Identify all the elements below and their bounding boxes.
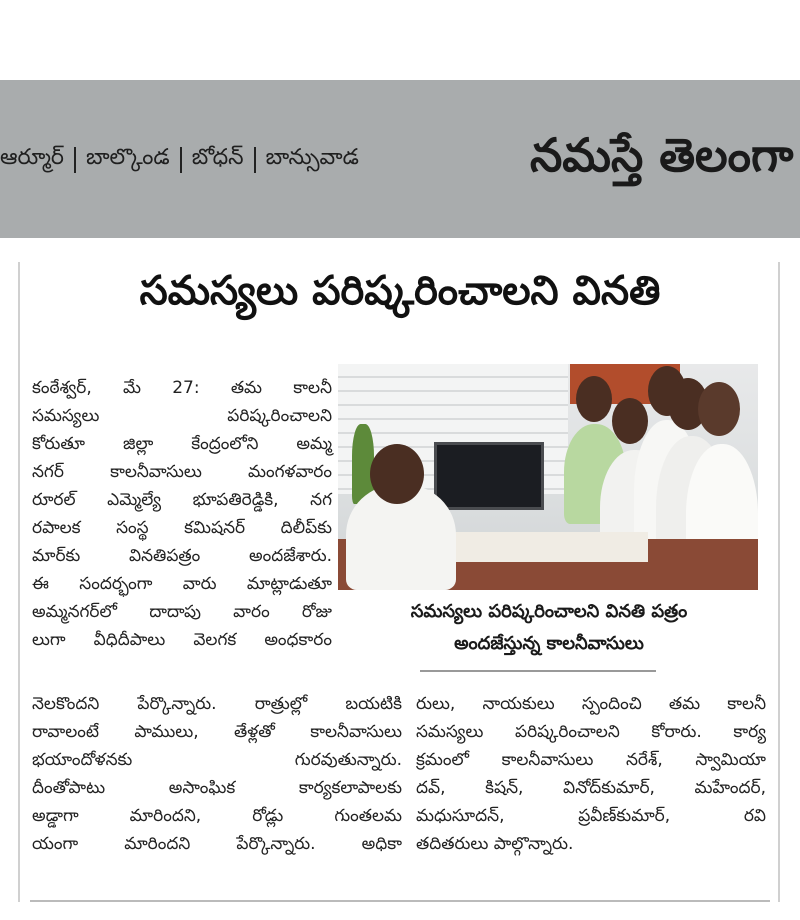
article-line: క్రమంలో కాలనీవాసులు నరేశ్, స్వామియా — [416, 750, 766, 770]
caption-underline — [420, 670, 656, 672]
article-line: కంఠేశ్వర్, మే 27: తమ కాలనీ — [32, 378, 332, 398]
article-line: రపాలక సంస్థ కమిషనర్ దిలీప్‌కు — [32, 518, 332, 538]
article-line: యంగా మారిందని పేర్కొన్నారు. అధికా — [32, 834, 402, 854]
article-line: నగర్ కాలనీవాసులు మంగళవారం — [32, 462, 332, 482]
computer-monitor — [434, 442, 544, 510]
article-photo — [338, 364, 758, 590]
article-line: ఈ సందర్భంగా వారు మాట్లాడుతూ — [32, 574, 332, 594]
article-line: దవ్, కిషన్, వినోద్‌కుమార్, మహేందర్, — [416, 778, 766, 798]
article-line: కోరుతూ జిల్లా కేంద్రంలోని అమ్మ — [32, 434, 332, 454]
place-balkonda: బాల్కొండ — [85, 145, 170, 170]
article-line: రావాలంటే పాములు, తేళ్లతో కాలనీవాసులు — [32, 722, 402, 742]
newspaper-masthead: నమస్తే తెలంగా — [530, 128, 794, 182]
article-line: నెలకొందని పేర్కొన్నారు. రాత్రుల్లో బయటికి — [32, 694, 402, 714]
place-banswada: బాన్సువాడ — [265, 145, 359, 170]
article-line: సమస్యలు పరిష్కరించాలని — [32, 406, 332, 426]
official-head — [370, 444, 424, 504]
article-line: తదితరులు పాల్గొన్నారు. — [416, 834, 574, 854]
person-head — [698, 382, 740, 436]
person-head — [576, 376, 612, 422]
article-line: దీంతోపాటు అసాంఘిక కార్యకలాపాలకు — [32, 778, 402, 798]
article-line: అమ్మనగర్‌లో దాదాపు వారం రోజు — [32, 602, 332, 622]
place-separator — [254, 147, 256, 173]
person-head — [612, 398, 648, 444]
article-line: అడ్డాగా మారిందని, రోడ్లు గుంతలమ — [32, 806, 402, 826]
edition-places — [0, 142, 359, 178]
article-line: రూరల్ ఎమ్మెల్యే భూపతిరెడ్డికి, నగ — [32, 490, 332, 510]
caption-line: సమస్యలు పరిష్కరించాలని వినతి పత్రం — [410, 601, 688, 622]
article-column-left-top — [32, 374, 332, 654]
masthead-banner — [0, 80, 800, 238]
article-column-left-bottom — [32, 690, 402, 858]
column-rule-left — [18, 262, 20, 902]
article-line: మధుసూదన్, ప్రవీణ్‌కుమార్, రవి — [416, 806, 766, 826]
place-separator — [180, 147, 182, 173]
place-armoor: ఆర్మూర్ — [0, 145, 64, 170]
place-separator — [74, 147, 76, 173]
bottom-rule — [30, 900, 770, 902]
place-bodhan: బోధన్ — [191, 145, 244, 170]
article-column-right — [416, 690, 766, 858]
article-line: సమస్యలు పరిష్కరించాలని కోరారు. కార్య — [416, 722, 766, 742]
article-line: లుగా వీధిదీపాలు వెలగక అంధకారం — [32, 630, 332, 650]
column-rule-right — [778, 262, 780, 902]
photo-caption — [340, 596, 758, 660]
article-line: రులు, నాయకులు స్పందించి తమ కాలనీ — [416, 694, 766, 714]
article-headline: సమస్యలు పరిష్కరించాలని వినతి — [139, 268, 661, 314]
article-line: భయాందోళనకు గురవుతున్నారు. — [32, 750, 402, 770]
caption-line: అందజేస్తున్న కాలనీవాసులు — [454, 633, 644, 654]
article-line: మార్‌కు వినతిపత్రం అందజేశారు. — [32, 546, 332, 566]
